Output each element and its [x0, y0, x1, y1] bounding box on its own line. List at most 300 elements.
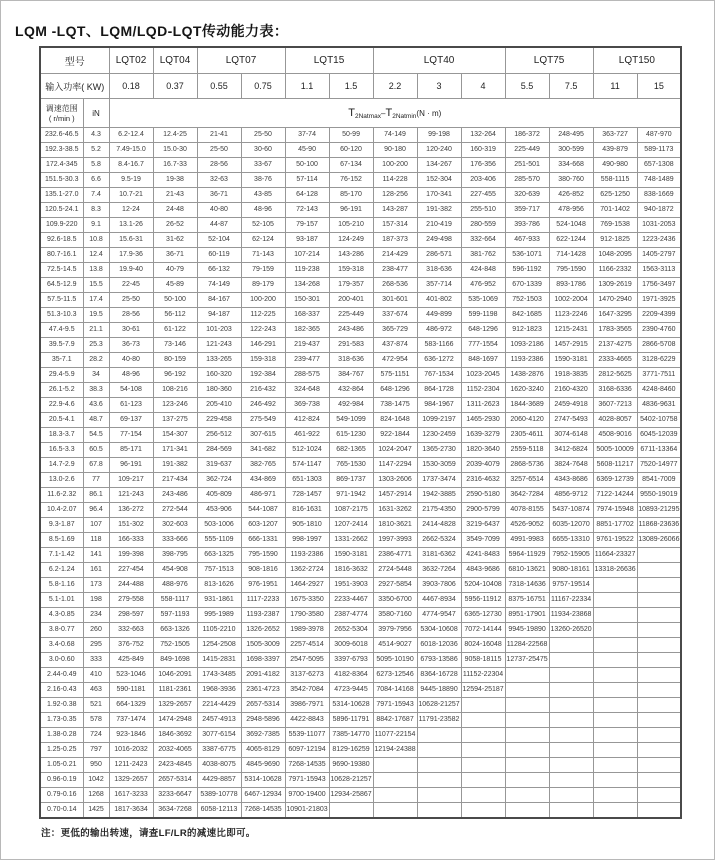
torque-cell: 1365-2730 — [417, 443, 461, 458]
torque-cell: 2457-4913 — [197, 713, 241, 728]
torque-cell: 5005-10009 — [593, 443, 637, 458]
torque-cell: 11152-22304 — [461, 668, 505, 683]
torque-cell: 256-512 — [197, 428, 241, 443]
torque-cell: 4065-8129 — [241, 743, 285, 758]
table-row — [40, 503, 681, 518]
torque-cell: 32-63 — [197, 173, 241, 188]
torque-cell: 4774-9547 — [417, 608, 461, 623]
torque-cell: 79-157 — [285, 218, 329, 233]
torque-cell: 48-96 — [109, 368, 153, 383]
torque-cell: 31-62 — [153, 233, 197, 248]
torque-cell: 37-74 — [285, 128, 329, 143]
torque-cell: 291-583 — [329, 338, 373, 353]
torque-cell — [637, 728, 681, 743]
torque-cell — [549, 698, 593, 713]
torque-cell — [593, 653, 637, 668]
table-row — [40, 473, 681, 488]
torque-cell: 101-203 — [197, 323, 241, 338]
torque-cell — [373, 758, 417, 773]
torque-cell: 3580-7160 — [373, 608, 417, 623]
torque-cell — [637, 668, 681, 683]
ratio-cell: 410 — [83, 668, 109, 683]
torque-cell: 439-879 — [593, 143, 637, 158]
torque-cell: 107-214 — [285, 248, 329, 263]
torque-cell: 4845-9690 — [241, 758, 285, 773]
torque-cell: 1117-2233 — [241, 593, 285, 608]
torque-cell: 472-954 — [373, 353, 417, 368]
torque-cell: 171-341 — [153, 443, 197, 458]
torque-cell: 9700-19400 — [285, 788, 329, 803]
torque-cell: 10628-21257 — [417, 698, 461, 713]
table-row — [40, 338, 681, 353]
torque-cell: 7952-15905 — [549, 548, 593, 563]
torque-cell — [373, 788, 417, 803]
power-value-header: 2.2 — [373, 74, 417, 99]
speed-range-cell: 14.7-2.9 — [40, 458, 83, 473]
ratio-cell: 950 — [83, 758, 109, 773]
speed-range-cell: 1.38-0.28 — [40, 728, 83, 743]
model-header: LQT75 — [505, 47, 593, 74]
torque-cell — [637, 623, 681, 638]
torque-cell: 280-559 — [461, 218, 505, 233]
torque-cell: 1046-2091 — [153, 668, 197, 683]
torque-cell: 664-1329 — [109, 698, 153, 713]
torque-cell: 8024-16048 — [461, 638, 505, 653]
torque-cell: 45-90 — [285, 143, 329, 158]
torque-cell: 596-1192 — [505, 263, 549, 278]
torque-cell: 96-192 — [153, 368, 197, 383]
torque-cell: 324-648 — [285, 383, 329, 398]
speed-range-cell: 135.1-27.0 — [40, 188, 83, 203]
torque-cell: 217-434 — [153, 473, 197, 488]
torque-cell: 36-71 — [153, 248, 197, 263]
torque-cell: 2747-5493 — [549, 413, 593, 428]
torque-cell: 77-154 — [109, 428, 153, 443]
torque-cell: 3074-6148 — [549, 428, 593, 443]
torque-cell: 69-137 — [109, 413, 153, 428]
torque-cell: 122-243 — [241, 323, 285, 338]
table-row — [40, 218, 681, 233]
torque-cell: 1093-2186 — [505, 338, 549, 353]
torque-cell: 4028-8057 — [593, 413, 637, 428]
torque-cell: 625-1250 — [593, 188, 637, 203]
torque-cell: 216-432 — [241, 383, 285, 398]
ratio-cell: 4.3 — [83, 128, 109, 143]
speed-range-cell: 2.44-0.49 — [40, 668, 83, 683]
torque-cell: 615-1230 — [329, 428, 373, 443]
torque-cell: 1997-3993 — [373, 533, 417, 548]
ratio-cell: 5.2 — [83, 143, 109, 158]
torque-cell: 737-1474 — [109, 713, 153, 728]
torque-cell: 246-492 — [241, 398, 285, 413]
torque-cell: 5095-10190 — [373, 653, 417, 668]
torque-cell: 5539-11077 — [285, 728, 329, 743]
torque-cell: 203-406 — [461, 173, 505, 188]
torque-cell: 488-976 — [153, 578, 197, 593]
ratio-cell: 118 — [83, 533, 109, 548]
torque-cell — [373, 803, 417, 819]
torque-cell: 3397-6793 — [329, 653, 373, 668]
torque-cell: 225-449 — [329, 308, 373, 323]
torque-cell: 1105-2210 — [197, 623, 241, 638]
torque-cell: 71-143 — [241, 248, 285, 263]
torque-cell: 72-143 — [285, 203, 329, 218]
torque-cell: 219-437 — [285, 338, 329, 353]
ratio-cell: 463 — [83, 683, 109, 698]
torque-cell: 490-980 — [593, 158, 637, 173]
power-value-header: 0.55 — [197, 74, 241, 99]
torque-cell: 384-767 — [329, 368, 373, 383]
torque-cell: 11077-22154 — [373, 728, 417, 743]
power-value-header: 11 — [593, 74, 637, 99]
speed-range-cell: 3.8-0.77 — [40, 623, 83, 638]
torque-cell: 923-1846 — [109, 728, 153, 743]
table-row — [40, 233, 681, 248]
torque-cell: 243-486 — [153, 488, 197, 503]
torque-cell: 7122-14244 — [593, 488, 637, 503]
torque-cell: 157-314 — [373, 218, 417, 233]
speed-range-cell: 0.96-0.19 — [40, 773, 83, 788]
torque-cell: 714-1428 — [549, 248, 593, 263]
torque-cell — [549, 743, 593, 758]
power-value-header: 15 — [637, 74, 681, 99]
torque-cell: 61-122 — [153, 323, 197, 338]
torque-cell: 524-1048 — [549, 218, 593, 233]
ratio-cell: 107 — [83, 518, 109, 533]
torque-cell: 1737-3474 — [417, 473, 461, 488]
torque-cell: 36-71 — [197, 188, 241, 203]
torque-cell: 1415-2831 — [197, 653, 241, 668]
torque-cell: 1816-3632 — [329, 563, 373, 578]
torque-cell: 7520-14977 — [637, 458, 681, 473]
torque-cell: 44-87 — [197, 218, 241, 233]
torque-range-header — [109, 99, 681, 128]
ratio-cell: 141 — [83, 548, 109, 563]
torque-cell: 62-124 — [241, 233, 285, 248]
torque-cell: 1309-2619 — [593, 278, 637, 293]
torque-cell: 7268-14535 — [285, 758, 329, 773]
torque-cell: 824-1648 — [373, 413, 417, 428]
torque-cell: 3979-7956 — [373, 623, 417, 638]
power-value-header: 0.18 — [109, 74, 153, 99]
torque-cell: 682-1365 — [329, 443, 373, 458]
torque-cell — [593, 698, 637, 713]
torque-cell: 275-549 — [241, 413, 285, 428]
torque-cell: 1951-3903 — [329, 578, 373, 593]
speed-range-cell: 72.5-14.5 — [40, 263, 83, 278]
torque-cell: 3824-7648 — [549, 458, 593, 473]
torque-cell: 1631-3262 — [373, 503, 417, 518]
torque-cell: 476-952 — [461, 278, 505, 293]
speed-range-cell: 29.4-5.9 — [40, 368, 83, 383]
torque-cell: 795-1590 — [549, 263, 593, 278]
torque-cell: 2214-4429 — [197, 698, 241, 713]
torque-cell — [593, 728, 637, 743]
torque-cell: 536-1071 — [505, 248, 549, 263]
torque-cell: 1617-3233 — [109, 788, 153, 803]
torque-cell: 2662-5324 — [417, 533, 461, 548]
torque-cell: 3634-7268 — [153, 803, 197, 819]
torque-cell: 333-666 — [153, 533, 197, 548]
torque-cell: 574-1147 — [285, 458, 329, 473]
torque-cell — [593, 758, 637, 773]
table-body — [40, 128, 681, 819]
speed-range-cell: 1.25-0.25 — [40, 743, 83, 758]
torque-cell — [461, 698, 505, 713]
table-row — [40, 413, 681, 428]
speed-range-cell: 1.73-0.35 — [40, 713, 83, 728]
torque-cell: 544-1087 — [241, 503, 285, 518]
torque-cell: 6018-12036 — [417, 638, 461, 653]
torque-cell: 4991-9983 — [505, 533, 549, 548]
torque-cell: 3771-7511 — [637, 368, 681, 383]
torque-cell: 4078-8155 — [505, 503, 549, 518]
table-row — [40, 443, 681, 458]
ratio-cell: 578 — [83, 713, 109, 728]
torque-cell: 512-1024 — [285, 443, 329, 458]
torque-cell: 176-356 — [461, 158, 505, 173]
torque-cell: 332-664 — [461, 233, 505, 248]
torque-cell: 10628-21257 — [329, 773, 373, 788]
torque-cell — [461, 743, 505, 758]
table-row — [40, 788, 681, 803]
torque-cell: 1223-2436 — [637, 233, 681, 248]
ratio-cell: 1425 — [83, 803, 109, 819]
torque-cell: 2387-4774 — [329, 608, 373, 623]
torque-cell: 300-599 — [549, 143, 593, 158]
ratio-cell: 25.3 — [83, 338, 109, 353]
torque-cell: 52-105 — [241, 218, 285, 233]
torque-cell: 1942-3885 — [417, 488, 461, 503]
torque-cell — [549, 728, 593, 743]
torque-symbol-min: T — [385, 106, 393, 119]
torque-cell: 66-132 — [197, 263, 241, 278]
torque-cell: 3233-6647 — [153, 788, 197, 803]
ratio-cell: 333 — [83, 653, 109, 668]
torque-cell: 60-120 — [329, 143, 373, 158]
torque-cell: 170-341 — [417, 188, 461, 203]
torque-cell: 748-1489 — [637, 173, 681, 188]
capacity-table — [39, 46, 682, 819]
table-row — [40, 173, 681, 188]
torque-cell: 931-1861 — [197, 593, 241, 608]
torque-cell: 272-544 — [153, 503, 197, 518]
torque-cell: 85-170 — [329, 188, 373, 203]
torque-cell: 6711-13364 — [637, 443, 681, 458]
torque-cell: 769-1538 — [593, 218, 637, 233]
torque-cell: 5608-11217 — [593, 458, 637, 473]
torque-cell: 984-1967 — [417, 398, 461, 413]
page-title: LQM -LQT、LQM/LQD-LQT传动能力表： — [15, 23, 289, 39]
torque-cell: 1147-2294 — [373, 458, 417, 473]
torque-cell: 179-357 — [329, 278, 373, 293]
torque-cell — [505, 773, 549, 788]
torque-cell: 28-56 — [197, 158, 241, 173]
torque-cell: 151-302 — [109, 518, 153, 533]
torque-sub-min: 2Natmin — [392, 112, 417, 120]
torque-cell: 701-1402 — [593, 203, 637, 218]
torque-cell: 3607-7213 — [593, 398, 637, 413]
torque-cell: 301-601 — [373, 293, 417, 308]
torque-cell: 13260-26520 — [549, 623, 593, 638]
torque-cell — [461, 758, 505, 773]
torque-cell — [637, 743, 681, 758]
torque-cell: 7072-14144 — [461, 623, 505, 638]
torque-cell: 467-933 — [505, 233, 549, 248]
torque-cell: 108-216 — [153, 383, 197, 398]
torque-cell — [593, 668, 637, 683]
torque-cell — [637, 803, 681, 819]
torque-cell: 2948-5896 — [241, 713, 285, 728]
torque-cell: 398-795 — [153, 548, 197, 563]
torque-cell: 332-663 — [109, 623, 153, 638]
torque-cell: 229-458 — [197, 413, 241, 428]
torque-cell: 405-809 — [197, 488, 241, 503]
table-row — [40, 203, 681, 218]
torque-cell: 168-337 — [285, 308, 329, 323]
torque-cell — [461, 773, 505, 788]
torque-cell: 150-301 — [285, 293, 329, 308]
torque-cell: 12594-25187 — [461, 683, 505, 698]
torque-cell: 8375-16751 — [505, 593, 549, 608]
torque-cell: 2233-4467 — [329, 593, 373, 608]
torque-cell: 7.49-15.0 — [109, 143, 153, 158]
torque-cell: 2423-4845 — [153, 758, 197, 773]
torque-cell: 4843-9686 — [461, 563, 505, 578]
torque-cell — [373, 773, 417, 788]
torque-cell: 73-146 — [153, 338, 197, 353]
table-row — [40, 698, 681, 713]
torque-cell: 1989-3978 — [285, 623, 329, 638]
torque-cell: 25-50 — [197, 143, 241, 158]
torque-cell: 864-1728 — [417, 383, 461, 398]
torque-cell: 4836-9631 — [637, 398, 681, 413]
torque-cell: 1329-2657 — [109, 773, 153, 788]
torque-cell: 2868-5736 — [505, 458, 549, 473]
torque-cell: 7971-15943 — [285, 773, 329, 788]
torque-cell: 132-264 — [461, 128, 505, 143]
torque-cell: 1099-2197 — [417, 413, 461, 428]
torque-cell: 412-824 — [285, 413, 329, 428]
torque-cell: 227-455 — [461, 188, 505, 203]
speed-range-unit: ( r/min ) — [48, 114, 75, 123]
ratio-cell: 34 — [83, 368, 109, 383]
torque-cell: 10.7-21 — [109, 188, 153, 203]
torque-cell: 487-970 — [637, 128, 681, 143]
torque-cell: 1303-2606 — [373, 473, 417, 488]
torque-cell: 728-1457 — [285, 488, 329, 503]
torque-cell: 25-50 — [109, 293, 153, 308]
speed-range-cell: 232.6-46.5 — [40, 128, 83, 143]
torque-cell: 4526-9052 — [505, 518, 549, 533]
torque-cell: 238-477 — [373, 263, 417, 278]
torque-cell: 1817-3634 — [109, 803, 153, 819]
torque-cell — [461, 803, 505, 819]
torque-cell: 5314-10628 — [329, 698, 373, 713]
torque-cell: 1002-2004 — [549, 293, 593, 308]
torque-cell: 54-108 — [109, 383, 153, 398]
speed-range-cell: 192.3-38.5 — [40, 143, 83, 158]
torque-cell — [549, 713, 593, 728]
torque-cell: 8.4-16.7 — [109, 158, 153, 173]
torque-cell: 10901-21803 — [285, 803, 329, 819]
torque-cell: 4422-8843 — [285, 713, 329, 728]
speed-range-cell: 20.5-4.1 — [40, 413, 83, 428]
speed-range-cell: 5.1-1.01 — [40, 593, 83, 608]
torque-cell: 24-48 — [153, 203, 197, 218]
torque-cell: 1405-2797 — [637, 248, 681, 263]
torque-cell: 1563-3113 — [637, 263, 681, 278]
model-header: LQT02 — [109, 47, 153, 74]
torque-cell: 67-134 — [329, 158, 373, 173]
table-header — [40, 47, 681, 128]
torque-cell: 765-1530 — [329, 458, 373, 473]
speed-range-cell: 57.5-11.5 — [40, 293, 83, 308]
torque-cell — [505, 803, 549, 819]
torque-cell: 121-243 — [109, 488, 153, 503]
torque-cell: 1846-3692 — [153, 728, 197, 743]
torque-cell: 243-486 — [329, 323, 373, 338]
table-row — [40, 128, 681, 143]
torque-cell: 583-1166 — [417, 338, 461, 353]
torque-cell: 298-597 — [109, 608, 153, 623]
torque-cell: 893-1786 — [549, 278, 593, 293]
torque-cell: 648-1296 — [373, 383, 417, 398]
torque-cell: 2175-4350 — [417, 503, 461, 518]
table-row — [40, 458, 681, 473]
torque-cell: 657-1308 — [637, 158, 681, 173]
torque-cell: 365-729 — [373, 323, 417, 338]
ratio-cell: 54.5 — [83, 428, 109, 443]
torque-cell: 589-1173 — [637, 143, 681, 158]
torque-cell: 2547-5095 — [285, 653, 329, 668]
torque-cell: 869-1737 — [329, 473, 373, 488]
torque-cell — [505, 788, 549, 803]
torque-cell: 757-1513 — [197, 563, 241, 578]
torque-cell — [593, 608, 637, 623]
torque-cell: 214-429 — [373, 248, 417, 263]
torque-cell — [461, 713, 505, 728]
power-value-header: 0.75 — [241, 74, 285, 99]
table-row — [40, 593, 681, 608]
torque-cell: 191-382 — [153, 458, 197, 473]
torque-cell: 4038-8075 — [197, 758, 241, 773]
torque-cell: 166-333 — [109, 533, 153, 548]
torque-cell: 1329-2657 — [153, 698, 197, 713]
table-row — [40, 383, 681, 398]
torque-cell — [637, 713, 681, 728]
torque-cell: 286-571 — [417, 248, 461, 263]
torque-cell: 437-874 — [373, 338, 417, 353]
ratio-cell: 295 — [83, 638, 109, 653]
torque-cell: 146-291 — [241, 338, 285, 353]
torque-cell: 3387-6775 — [197, 743, 241, 758]
torque-cell: 424-848 — [461, 263, 505, 278]
torque-cell — [417, 728, 461, 743]
torque-cell — [637, 563, 681, 578]
speed-range-cell: 35-7.1 — [40, 353, 83, 368]
torque-cell: 11868-23636 — [637, 518, 681, 533]
torque-cell: 8951-17901 — [505, 608, 549, 623]
torque-cell: 3219-6437 — [461, 518, 505, 533]
torque-cell: 8364-16728 — [417, 668, 461, 683]
torque-cell: 15.6-31 — [109, 233, 153, 248]
torque-cell — [593, 593, 637, 608]
torque-cell: 13.1-26 — [109, 218, 153, 233]
speed-range-cell: 1.92-0.38 — [40, 698, 83, 713]
torque-cell — [637, 608, 681, 623]
torque-cell: 2900-5799 — [461, 503, 505, 518]
